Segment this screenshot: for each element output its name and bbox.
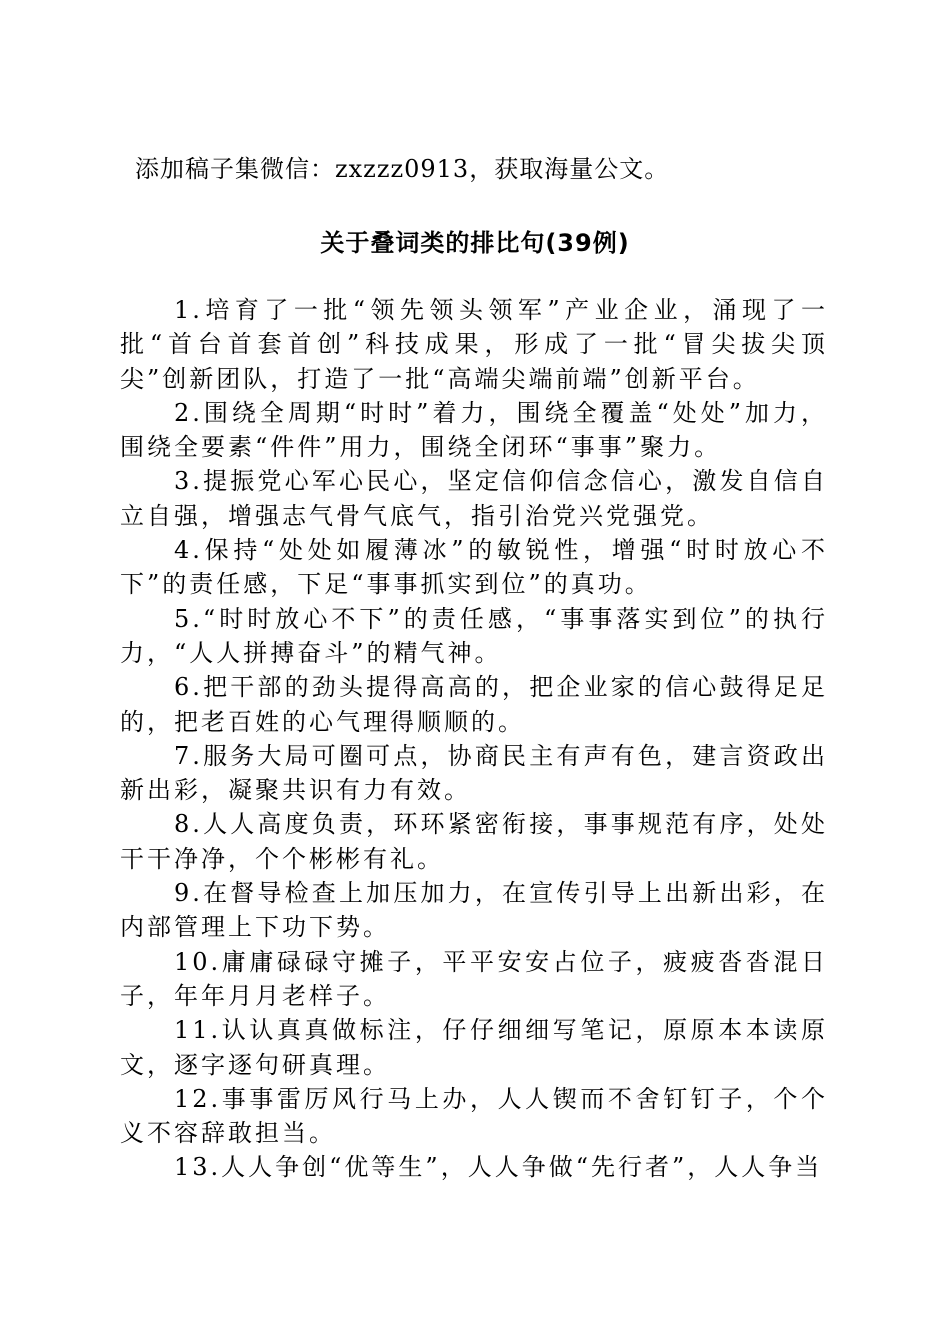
wechat-notice: 添加稿子集微信：zxzzz0913，获取海量公文。 xyxy=(135,155,670,183)
list-item: 1.培育了一批“领先领头领军”产业企业，涌现了一批“首台首套首创”科技成果，形成了一批“冒尖拔尖顶尖”创新团队，打造了一批“高端尖端前端”创新平台。 xyxy=(120,296,828,393)
list-item: 6.把干部的劲头提得高高的，把企业家的信心鼓得足足的，把老百姓的心气理得顺顺的。 xyxy=(120,673,828,736)
list-item: 2.围绕全周期“时时”着力，围绕全覆盖“处处”加力，围绕全要素“件件”用力，围绕全闭环“事事”聚力。 xyxy=(120,398,828,462)
list-item: 13.人人争创“优等生”，人人争做“先行者”，人人争当 xyxy=(174,1153,823,1182)
document-body xyxy=(120,293,828,1185)
list-item: 5.“时时放心不下”的责任感，“事事落实到位”的执行力，“人人拼搏奋斗”的精气神。 xyxy=(120,604,828,667)
list-item: 4.保持“处处如履薄冰”的敏锐性，增强“时时放心不下”的责任感，下足“事事抓实到位”的真功。 xyxy=(120,536,828,599)
list-item: 7.服务大局可圈可点，协商民主有声有色，建言资政出新出彩，凝聚共识有力有效。 xyxy=(120,741,828,805)
list-item: 12.事事雷厉风行马上办，人人锲而不舍钉钉子，个个义不容辞敢担当。 xyxy=(120,1084,828,1148)
document-title: 关于叠词类的排比句(39例) xyxy=(320,229,630,257)
list-item: 11.认认真真做标注，仔仔细细写笔记，原原本本读原文，逐字逐句研真理。 xyxy=(120,1016,828,1079)
list-item: 10.庸庸碌碌守摊子，平平安安占位子，疲疲沓沓混日子，年年月月老样子。 xyxy=(120,947,828,1010)
list-item: 8.人人高度负责，环环紧密衔接，事事规范有序，处处干干净净，个个彬彬有礼。 xyxy=(120,810,828,873)
list-item: 3.提振党心军心民心，坚定信仰信念信心，激发自信自立自强，增强志气骨气底气，指引治党兴党强党。 xyxy=(120,467,828,530)
list-item: 9.在督导检查上加压加力，在宣传引导上出新出彩，在内部管理上下功下势。 xyxy=(120,879,828,942)
